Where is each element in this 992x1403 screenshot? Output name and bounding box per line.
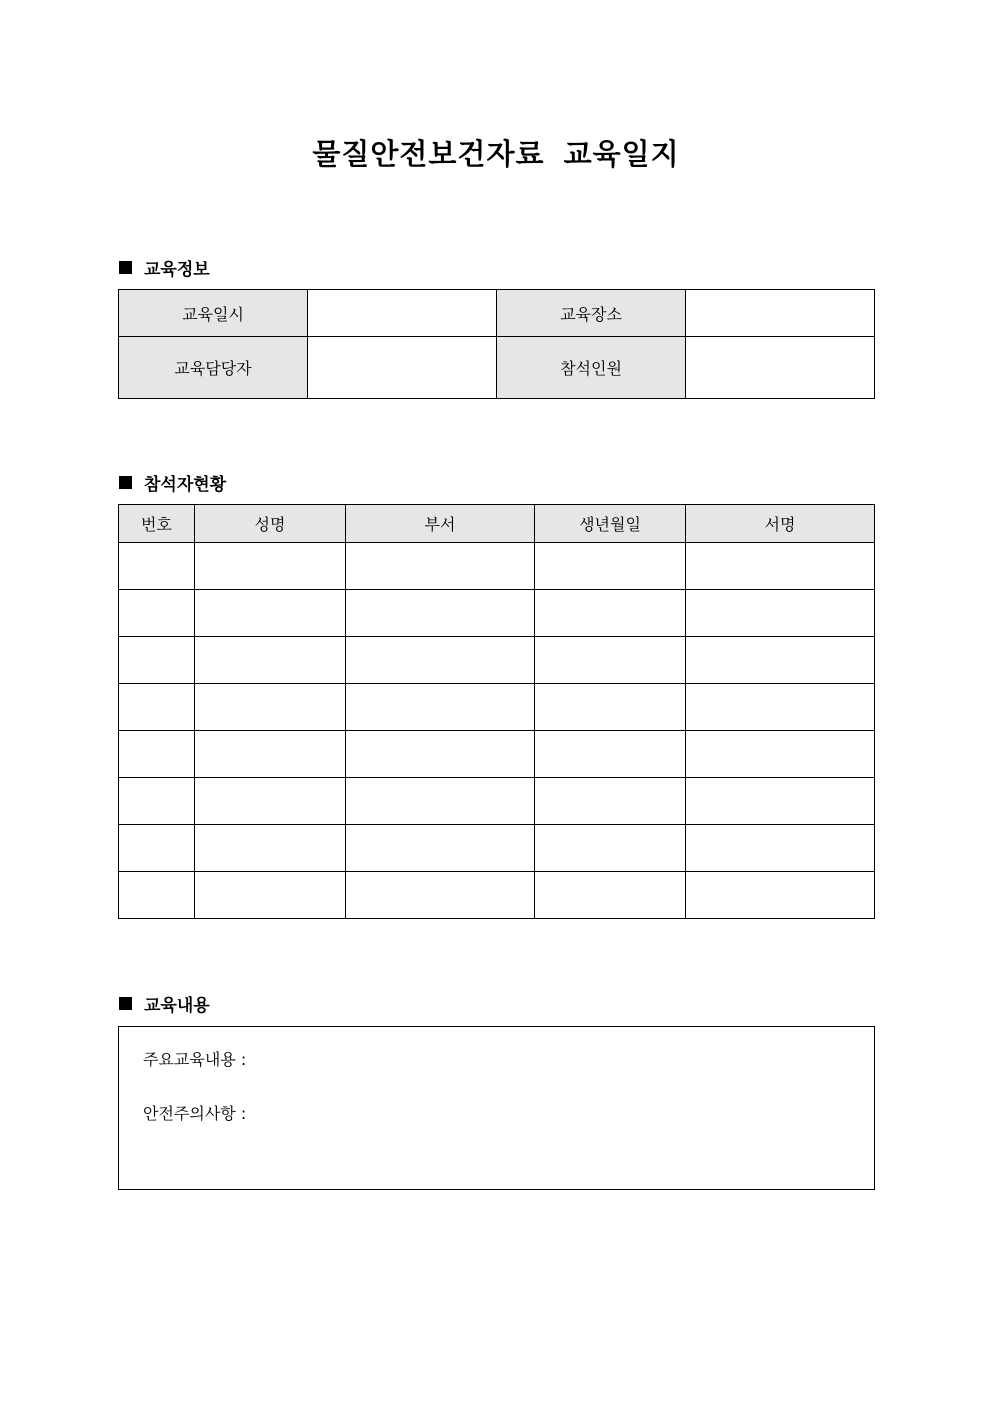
- table-row: [119, 778, 875, 825]
- table-row: [119, 825, 875, 872]
- cell-name[interactable]: [195, 731, 346, 778]
- cell-department[interactable]: [346, 590, 535, 637]
- cell-birthdate[interactable]: [535, 872, 686, 919]
- info-row-2: [119, 337, 875, 399]
- cell-name[interactable]: [195, 684, 346, 731]
- table-row: [119, 637, 875, 684]
- header-birthdate: 생년월일: [535, 505, 686, 543]
- info-row-1: [119, 290, 875, 337]
- cell-department[interactable]: [346, 543, 535, 590]
- header-department: 부서: [346, 505, 535, 543]
- header-number: 번호: [119, 505, 195, 543]
- field-education-datetime[interactable]: [308, 290, 497, 337]
- table-row: [119, 872, 875, 919]
- cell-department[interactable]: [346, 731, 535, 778]
- cell-signature[interactable]: [686, 825, 875, 872]
- cell-birthdate[interactable]: [535, 778, 686, 825]
- section-heading-content: [119, 991, 210, 1016]
- table-row: [119, 684, 875, 731]
- label-education-datetime: 교육일시: [119, 290, 308, 337]
- header-name: 성명: [195, 505, 346, 543]
- header-signature: 서명: [686, 505, 875, 543]
- education-info-table: [118, 289, 875, 399]
- cell-name[interactable]: [195, 543, 346, 590]
- section-heading-label: 참석자현황: [144, 475, 227, 495]
- cell-number[interactable]: [119, 543, 195, 590]
- cell-number[interactable]: [119, 872, 195, 919]
- label-education-place: 교육장소: [497, 290, 686, 337]
- cell-number[interactable]: [119, 637, 195, 684]
- cell-department[interactable]: [346, 825, 535, 872]
- cell-department[interactable]: [346, 684, 535, 731]
- page-title: 물질안전보건자료 교육일지: [312, 137, 680, 171]
- cell-signature[interactable]: [686, 872, 875, 919]
- cell-birthdate[interactable]: [535, 731, 686, 778]
- section-heading-label: 교육정보: [144, 260, 210, 280]
- section-heading-info: [119, 255, 210, 280]
- field-education-instructor[interactable]: [308, 337, 497, 399]
- cell-birthdate[interactable]: [535, 684, 686, 731]
- attendee-header-row: [119, 505, 875, 543]
- education-content-box[interactable]: [118, 1026, 875, 1190]
- cell-department[interactable]: [346, 778, 535, 825]
- cell-signature[interactable]: [686, 731, 875, 778]
- cell-signature[interactable]: [686, 590, 875, 637]
- cell-birthdate[interactable]: [535, 590, 686, 637]
- cell-birthdate[interactable]: [535, 825, 686, 872]
- cell-name[interactable]: [195, 590, 346, 637]
- section-heading-attendees: [119, 470, 226, 495]
- cell-birthdate[interactable]: [535, 637, 686, 684]
- cell-signature[interactable]: [686, 637, 875, 684]
- cell-name[interactable]: [195, 825, 346, 872]
- table-row: [119, 590, 875, 637]
- cell-name[interactable]: [195, 872, 346, 919]
- main-content-label: 주요교육내용 :: [143, 1050, 247, 1069]
- cell-name[interactable]: [195, 778, 346, 825]
- field-attendee-count[interactable]: [686, 337, 875, 399]
- field-education-place[interactable]: [686, 290, 875, 337]
- table-row: [119, 731, 875, 778]
- cell-signature[interactable]: [686, 543, 875, 590]
- square-bullet-icon: [119, 261, 132, 274]
- cell-department[interactable]: [346, 872, 535, 919]
- square-bullet-icon: [119, 476, 132, 489]
- cell-department[interactable]: [346, 637, 535, 684]
- cell-number[interactable]: [119, 778, 195, 825]
- safety-notes-label: 안전주의사항 :: [143, 1104, 247, 1123]
- cell-name[interactable]: [195, 637, 346, 684]
- cell-number[interactable]: [119, 825, 195, 872]
- cell-signature[interactable]: [686, 778, 875, 825]
- attendee-table: [118, 504, 875, 919]
- cell-number[interactable]: [119, 590, 195, 637]
- cell-number[interactable]: [119, 684, 195, 731]
- table-row: [119, 543, 875, 590]
- label-attendee-count: 참석인원: [497, 337, 686, 399]
- cell-number[interactable]: [119, 731, 195, 778]
- cell-birthdate[interactable]: [535, 543, 686, 590]
- square-bullet-icon: [119, 997, 132, 1010]
- section-heading-label: 교육내용: [144, 996, 210, 1016]
- cell-signature[interactable]: [686, 684, 875, 731]
- label-education-instructor: 교육담당자: [119, 337, 308, 399]
